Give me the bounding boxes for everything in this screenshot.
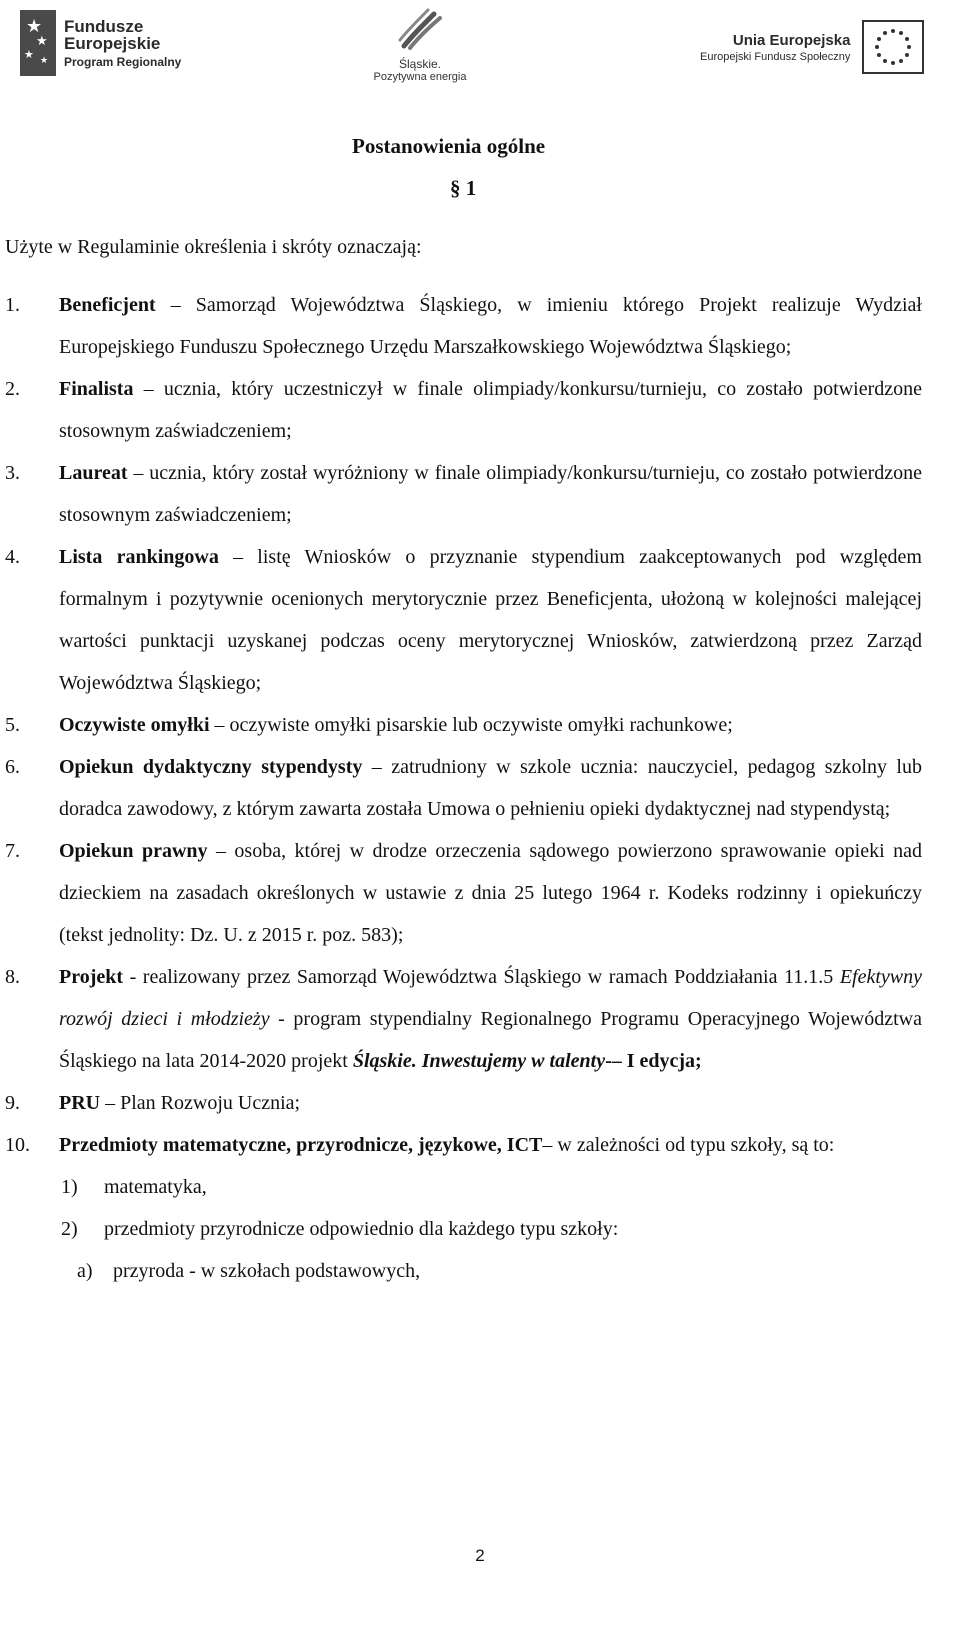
definition-text: – zatrudniony w szkole ucznia: nauczyciel, pedagog szkolny lub doradca zawodowy, z którym zawarta została Umowa o pełnieniu opieki dydaktycznej nad stypendystą;	[59, 756, 922, 820]
section-title: Postanowienia ogólne	[352, 134, 546, 158]
sub-sub-item-text: przyroda - w szkołach podstawowych,	[113, 1260, 421, 1282]
logo-fe-line2: Europejskie	[64, 34, 161, 54]
definition-term: Lista rankingowa	[59, 546, 219, 568]
logo-fe-line3: Program Regionalny	[64, 54, 182, 69]
definition-term: PRU	[59, 1092, 101, 1114]
definition-term: Opiekun prawny	[59, 840, 208, 862]
definition-text: – oczywiste omyłki pisarskie lub oczywiste omyłki rachunkowe;	[209, 714, 733, 736]
definition-text: – ucznia, który został wyróżniony w finale olimpiady/konkursu/turnieju, co zostało potwierdzone stosownym zaświadczeniem;	[59, 462, 922, 526]
item-number: 10.	[5, 1134, 30, 1156]
definition-term: Projekt	[59, 966, 124, 988]
item-number: 2.	[5, 378, 20, 400]
definition-item	[0, 830, 922, 956]
project-name: Śląskie. Inwestujemy w talenty	[352, 1050, 606, 1072]
page-header	[0, 0, 960, 90]
definition-text: - program stypendialny Regionalnego Programu Operacyjnego Województwa Śląskiego na lata 2014-2020 projekt	[59, 1008, 922, 1072]
item-number: 1.	[5, 294, 20, 316]
fundusze-europejskie-logo	[20, 10, 181, 76]
sub-item-number: 2)	[61, 1218, 78, 1240]
sub-item-text: matematyka,	[104, 1176, 207, 1198]
item-number: 8.	[5, 966, 20, 988]
item-number: 5.	[5, 714, 20, 736]
item-number: 7.	[5, 840, 20, 862]
definition-term: Opiekun dydaktyczny stypendysty	[59, 756, 363, 778]
logo-ue-line1: Unia Europejska	[732, 31, 851, 49]
logo-ue-line2: Europejski Fundusz Społeczny	[700, 50, 851, 63]
definition-text: – ucznia, który uczestniczył w finale olimpiady/konkursu/turnieju, co zostało potwierdzone stosownym zaświadczeniem;	[59, 378, 922, 442]
paragraph-number: § 1	[450, 176, 477, 200]
definition-item	[0, 704, 922, 746]
edition-label: -– I edycja;	[605, 1050, 702, 1072]
sub-sub-item	[0, 1250, 960, 1292]
definition-text: – w zależności od typu szkoły, są to:	[542, 1134, 835, 1156]
item-number: 4.	[5, 546, 20, 568]
sub-item	[0, 1166, 960, 1208]
sub-item-number: 1)	[61, 1176, 78, 1198]
slaskie-logo	[368, 6, 472, 83]
wave-logo-icon	[390, 6, 450, 52]
item-number: 9.	[5, 1092, 20, 1114]
page-number: 2	[475, 1546, 485, 1565]
definition-item	[0, 746, 922, 830]
definition-term: Oczywiste omyłki	[59, 714, 210, 736]
definition-item	[0, 1124, 922, 1166]
logo-slaskie-name: Śląskie.	[398, 57, 442, 71]
definition-text: – listę Wniosków o przyznanie stypendium zaakceptowanych pod względem formalnym i pozytywnie ocenionych merytorycznie przez Beneficjenta, ułożoną w kolejności malejącej wartości punktacji uzyskanej podczas oceny merytorycznej Wniosków, zatwierdzoną przez Zarząd Województwa Śląskiego;	[59, 546, 922, 694]
definitions-list	[0, 284, 960, 1292]
definition-term: Przedmioty matematyczne, przyrodnicze, językowe, ICT	[59, 1134, 543, 1156]
definition-term: Finalista	[59, 378, 134, 400]
definition-term: Beneficjent	[59, 294, 156, 316]
sub-sub-item-number: a)	[77, 1260, 93, 1282]
sub-item-text: przedmioty przyrodnicze odpowiednio dla każdego typu szkoły:	[104, 1218, 619, 1240]
definition-item	[0, 368, 922, 452]
eu-flag-icon	[862, 20, 924, 74]
definition-item	[0, 536, 922, 704]
unia-europejska-logo	[700, 20, 924, 74]
logo-fe-line1: Fundusze	[64, 17, 144, 37]
item-number: 3.	[5, 462, 20, 484]
sub-item	[0, 1208, 960, 1250]
stars-logo-icon: ★ ★ ★ ★	[20, 10, 56, 76]
definition-item	[0, 452, 922, 536]
definition-item	[0, 284, 922, 368]
definition-text: – osoba, której w drodze orzeczenia sądowego powierzono sprawowanie opieki nad dzieckiem na zasadach określonych w ustawie z dnia 25 lutego 1964 r. Kodeks rodzinny i opiekuńczy (tekst jednolity: Dz. U. z 2015 r. poz. 583);	[59, 840, 922, 946]
definition-italic: Efektywny rozwój dzieci i młodzieży	[59, 966, 922, 1030]
definition-item	[0, 1082, 922, 1124]
definition-text: – Plan Rozwoju Ucznia;	[100, 1092, 301, 1114]
intro-text: Użyte w Regulaminie określenia i skróty oznaczają:	[5, 236, 422, 258]
logo-slaskie-tagline: Pozytywna energia	[373, 71, 467, 83]
item-number: 6.	[5, 756, 20, 778]
definition-term: Laureat	[59, 462, 128, 484]
definition-item	[0, 956, 922, 1082]
definition-text: - realizowany przez Samorząd Województwa Śląskiego w ramach Poddziałania 11.1.5	[123, 966, 840, 988]
definition-text: – Samorząd Województwa Śląskiego, w imieniu którego Projekt realizuje Wydział Europejskiego Funduszu Społecznego Urzędu Marszałkowskiego Województwa Śląskiego;	[59, 294, 922, 358]
